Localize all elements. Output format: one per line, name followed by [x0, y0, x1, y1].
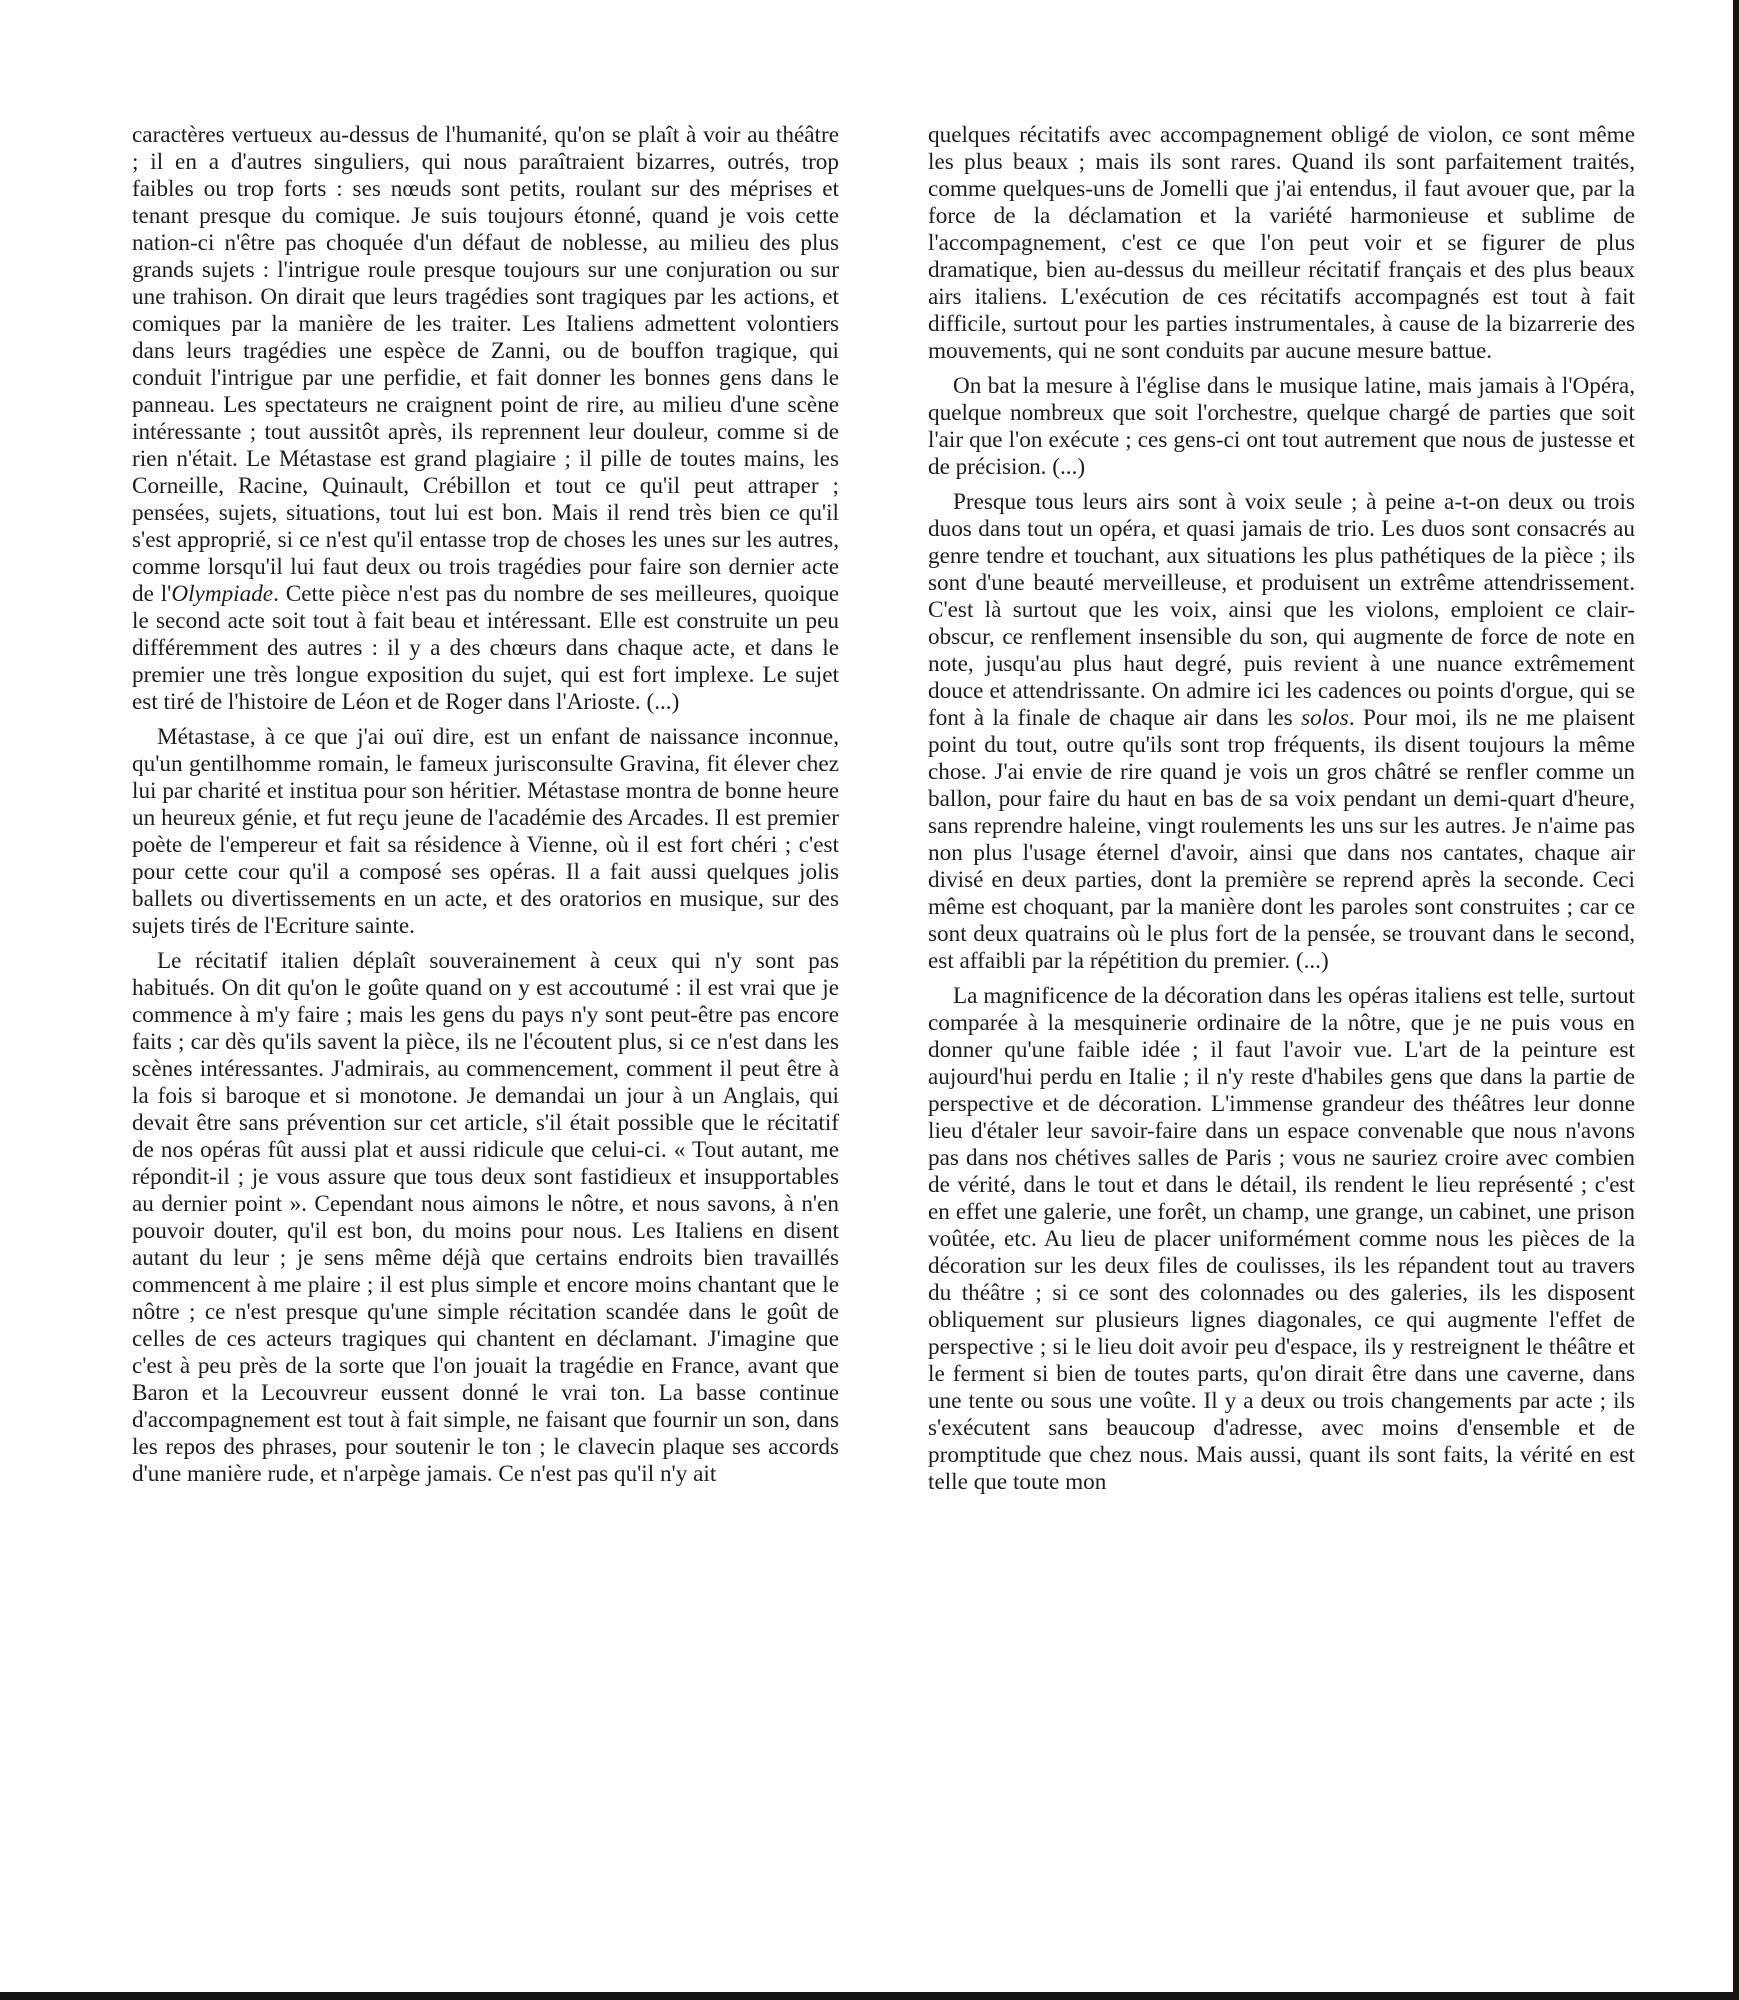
paragraph [928, 983, 1635, 1496]
text-run: Le récitatif italien déplaît souverainement à ceux qui n'y sont pas habitués. On dit qu'on le goûte quand on y est accoutumé : il est vrai que je commence à m'y faire ; mais les gens du pays n'y sont peut-être pas encore faits ; car dès qu'ils savent la pièce, ils ne l'écoutent plus, si ce n'est dans les scènes intéressantes. J'admirais, au commencement, comment il peut être à la fois si baroque et si monotone. Je demandai un jour à un Anglais, qui devait être sans prévention sur cet article, s'il était possible que le récitatif de nos opéras fût aussi plat et aussi ridicule que celui-ci. « Tout autant, me répondit-il ; je vous assure que tous deux sont fastidieux et insupportables au dernier point ». Cependant nous aimons le nôtre, et nous savons, à n'en pouvoir douter, qu'il est bon, du moins pour nous. Les Italiens en disent autant du leur ; je sens même déjà que certains endroits bien travaillés commencent à me plaire ; il est plus simple et encore moins chantant que le nôtre ; ce n'est presque qu'une simple récitation scandée dans le goût de celles de ces acteurs tragiques qui chantent en déclamant. J'imagine que c'est à peu près de la sorte que l'on jouait la tragédie en France, avant que Baron et la Lecouvreur eussent donné le vrai ton. La basse continue d'accompagnement est tout à fait simple, ne faisant que fournir un son, dans les repos des phrases, pour soutenir le ton ; le clavecin plaque ses accords d'une manière rude, et n'arpège jamais. Ce n'est pas qu'il n'y ait [132, 948, 839, 1487]
scan-edge-right [1733, 0, 1739, 2000]
italic-text: solos [1301, 705, 1349, 731]
left-column [132, 122, 839, 1488]
text-run: quelques récitatifs avec accompagnement obligé de violon, ce sont même les plus beaux ; mais ils sont rares. Quand ils sont parfaitement traités, comme quelques-uns de Jomelli que j'ai entendus, il faut avouer que, par la force de la déclamation et la variété harmonieuse et sublime de l'accompagnement, c'est ce que l'on peut voir et se figurer de plus dramatique, bien au-dessus du meilleur récitatif français et des plus beaux airs italiens. L'exécution de ces récitatifs accompagnés est tout à fait difficile, surtout pour les parties instrumentales, à cause de la bizarrerie des mouvements, qui ne sont conduits par aucune mesure battue. [928, 122, 1635, 364]
text-run: . Cette pièce n'est pas du nombre de ses meilleures, quoique le second acte soit tout à fait beau et intéressant. Elle est construite un peu différemment des autres : il y a des chœurs dans chaque acte, et dans le premier une très longue exposition du sujet, qui est fort implexe. Le sujet est tiré de l'histoire de Léon et de Roger dans l'Arioste. (...) [132, 581, 839, 715]
text-run: caractères vertueux au-dessus de l'humanité, qu'on se plaît à voir au théâtre ; il en a d'autres singuliers, qui nous paraîtraient bizarres, outrés, trop faibles ou trop forts : ses nœuds sont petits, roulant sur des méprises et tenant presque du comique. Je suis toujours étonné, quand je vois cette nation-ci n'être pas choquée d'un défaut de noblesse, au milieu des plus grands sujets : l'intrigue roule presque toujours sur une conjuration ou sur une trahison. On dirait que leurs tragédies sont tragiques par les actions, et comiques par la manière de les traiter. Les Italiens admettent volontiers dans leurs tragédies une espèce de Zanni, ou de bouffon tragique, qui conduit l'intrigue par une perfidie, et fait donner les bonnes gens dans le panneau. Les spectateurs ne craignent point de rire, au milieu d'une scène intéressante ; tout aussitôt après, ils reprennent leur douleur, comme si de rien n'était. Le Métastase est grand plagiaire ; il pille de toutes mains, les Corneille, Racine, Quinault, Crébillon et tout ce qu'il peut attraper ; pensées, sujets, situations, tout lui est bon. Mais il rend très bien ce qu'il s'est approprié, si ce n'est qu'il entasse trop de choses les unes sur les autres, comme lorsqu'il lui faut deux ou trois tragédies pour faire son dernier acte de l' [132, 122, 839, 607]
paragraph [132, 122, 839, 716]
text-run: La magnificence de la décoration dans les opéras italiens est telle, surtout comparée à la mesquinerie ordinaire de la nôtre, que je ne puis vous en donner qu'une faible idée ; il faut l'avoir vue. L'art de la peinture est aujourd'hui perdu en Italie ; il n'y reste d'habiles gens que dans la partie de perspective et de décoration. L'immense grandeur des théâtres leur donne lieu d'étaler leur savoir-faire dans un espace convenable que nous n'avons pas dans nos chétives salles de Paris ; vous ne sauriez croire avec combien de vérité, dans le tout et dans le détail, ils rendent le lieu représenté ; c'est en effet une galerie, une forêt, un champ, une grange, un cabinet, une prison voûtée, etc. Au lieu de placer uniformément comme nous les pièces de la décoration sur les deux files de coulisses, ils les répandent tout au travers du théâtre ; si ce sont des colonnades ou des galeries, ils les disposent obliquement sur plusieurs lignes diagonales, ce qui augmente l'effet de perspective ; si le lieu doit avoir peu d'espace, ils y restreignent le théâtre et le ferment si bien de toutes parts, qu'on dirait être dans une caverne, dans une tente ou sous une voûte. Il y a deux ou trois changements par acte ; ils s'exécutent sans beaucoup d'adresse, avec moins d'ensemble et de promptitude que chez nous. Mais aussi, quant ils sont faits, la vérité en est telle que toute mon [928, 983, 1635, 1495]
paragraph [928, 489, 1635, 975]
text-run: Métastase, à ce que j'ai ouï dire, est un enfant de naissance inconnue, qu'un gentilhomme romain, le fameux jurisconsulte Gravina, fit élever chez lui par charité et institua pour son héritier. Métastase montra de bonne heure un heureux génie, et fut reçu jeune de l'académie des Arcades. Il est premier poète de l'empereur et fait sa résidence à Vienne, où il est fort chéri ; c'est pour cette cour qu'il a composé ses opéras. Il a fait aussi quelques jolis ballets ou divertissements en un acte, et des oratorios en musique, sur des sujets tirés de l'Ecriture sainte. [132, 724, 839, 939]
paragraph [132, 948, 839, 1488]
text-run: Presque tous leurs airs sont à voix seule ; à peine a-t-on deux ou trois duos dans tout un opéra, et quasi jamais de trio. Les duos sont consacrés au genre tendre et touchant, aux situations les plus pathétiques de la pièce ; ils sont d'une beauté merveilleuse, et produisent un extrême attendrissement. C'est là surtout que les voix, ainsi que les violons, emploient ce clair-obscur, ce renflement insensible du son, qui augmente de force de note en note, jusqu'au plus haut degré, puis revient à une nuance extrêmement douce et attendrissante. On admire ici les cadences ou points d'orgue, qui se font à la finale de chaque air dans les [928, 489, 1635, 731]
paragraph [928, 373, 1635, 481]
text-run: On bat la mesure à l'église dans le musique latine, mais jamais à l'Opéra, quelque nombreux que soit l'orchestre, quelque chargé de parties que soit l'air que l'on exécute ; ces gens-ci ont tout autrement que nous de justesse et de précision. (...) [928, 373, 1635, 480]
right-column [928, 122, 1635, 1496]
text-run: . Pour moi, ils ne me plaisent point du tout, outre qu'ils sont trop fréquents, ils disent toujours la même chose. J'ai envie de rire quand je vois un gros châtré se renfler comme un ballon, pour faire du haut en bas de sa voix pendant un demi-quart d'heure, sans reprendre haleine, vingt roulements les uns sur les autres. Je n'aime pas non plus l'usage éternel d'avoir, ainsi que dans nos cantates, chaque air divisé en deux parties, dont la première se reprend après la seconde. Ceci même est choquant, par la manière dont les paroles sont construites ; car ce sont deux quatrains où le plus fort de la pensée, se trouvant dans le second, est affaibli par la répétition du premier. (...) [928, 705, 1635, 974]
paragraph [928, 122, 1635, 365]
italic-text: Olympiade [171, 581, 274, 607]
paragraph [132, 724, 839, 940]
scan-edge-bottom [0, 1992, 1739, 2000]
